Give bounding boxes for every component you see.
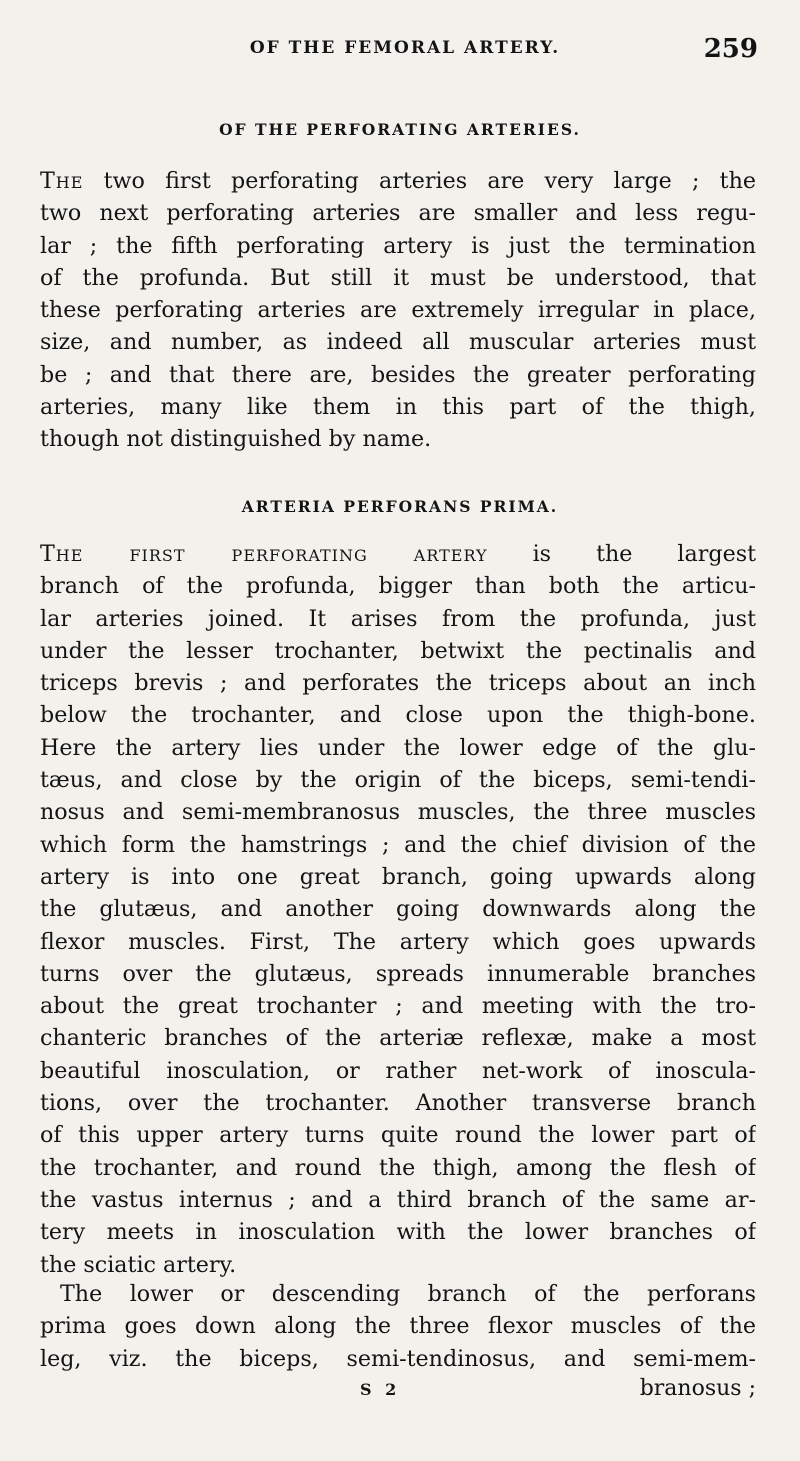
text-line: Here the artery lies under the lower edge of the glu- (40, 734, 756, 761)
text-line: prima goes down along the three flexor muscles of the (40, 1313, 756, 1340)
text-line: tery meets in inosculation with the lower branches of (40, 1219, 756, 1246)
text-line: the glutæus, and another going downwards along the (40, 896, 756, 923)
paragraph-lead: The (40, 168, 84, 194)
text-line: the vastus internus ; and a third branch of the same ar- (40, 1186, 756, 1213)
text-line: arteries, many like them in this part of the thigh, (40, 394, 756, 421)
running-head (40, 34, 770, 66)
text-line: artery is into one great branch, going upwards along (40, 863, 756, 890)
text-line: lar ; the fifth perforating artery is just the termination (40, 232, 756, 259)
paragraph-lead: The first perforating artery (40, 541, 488, 567)
text-line: the sciatic artery. (40, 1251, 237, 1278)
catchword: branosus ; (639, 1376, 756, 1401)
paragraph-perforating-arteries (40, 165, 756, 456)
text-line: size, and number, as indeed all muscular arteries must (40, 329, 756, 356)
text-line: turns over the glutæus, spreads innumerable branches (40, 960, 756, 987)
text-line: The two first perforating arteries are very large ; the (40, 168, 756, 194)
text-line: flexor muscles. First, The artery which goes upwards (40, 928, 756, 955)
text-line: these perforating arteries are extremely irregular in place, (40, 297, 756, 324)
text-line: triceps brevis ; and perforates the triceps about an inch (40, 670, 756, 697)
text-line: of this upper artery turns quite round the lower part of (40, 1122, 756, 1149)
text-line: chanteric branches of the arteriæ reflexæ, make a most (40, 1025, 756, 1052)
text-line: under the lesser trochanter, betwixt the pectinalis and (40, 637, 756, 664)
text-line: branch of the profunda, bigger than both the articu- (40, 573, 756, 600)
section-heading-perforating-arteries: OF THE PERFORATING ARTERIES. (219, 120, 581, 139)
text-line: The lower or descending branch of the perforans (60, 1281, 756, 1307)
text-line: be ; and that there are, besides the greater perforating (40, 361, 756, 388)
text-line: below the trochanter, and close upon the thigh-bone. (40, 702, 756, 729)
text-line: of the profunda. But still it must be understood, that (40, 264, 756, 291)
text-line: tæus, and close by the origin of the biceps, semi-tendi- (40, 767, 756, 794)
text-line: which form the hamstrings ; and the chief division of the (40, 831, 756, 858)
signature-mark: S 2 (360, 1380, 401, 1399)
page-footer (40, 1376, 756, 1416)
text-line: two next perforating arteries are smaller and less regu- (40, 200, 756, 227)
running-title: OF THE FEMORAL ARTERY. (249, 38, 561, 58)
text-line: leg, viz. the biceps, semi-tendinosus, and semi-mem- (40, 1345, 756, 1372)
text-line: though not distinguished by name. (40, 426, 432, 453)
page-number: 259 (703, 34, 758, 64)
paragraph-descending-branch (40, 1278, 756, 1375)
text-line: The first perforating artery is the largest (40, 541, 756, 567)
text-line: beautiful inosculation, or rather net-work of inoscula- (40, 1057, 756, 1084)
text-line: lar arteries joined. It arises from the profunda, just (40, 605, 756, 632)
text-line: tions, over the trochanter. Another transverse branch (40, 1090, 756, 1117)
paragraph-perforans-prima (40, 538, 756, 1281)
text-line: nosus and semi-membranosus muscles, the three muscles (40, 799, 756, 826)
text-line: the trochanter, and round the thigh, among the flesh of (40, 1154, 756, 1181)
section-heading-perforans-prima: ARTERIA PERFORANS PRIMA. (241, 497, 559, 516)
text-line: about the great trochanter ; and meeting with the tro- (40, 993, 756, 1020)
